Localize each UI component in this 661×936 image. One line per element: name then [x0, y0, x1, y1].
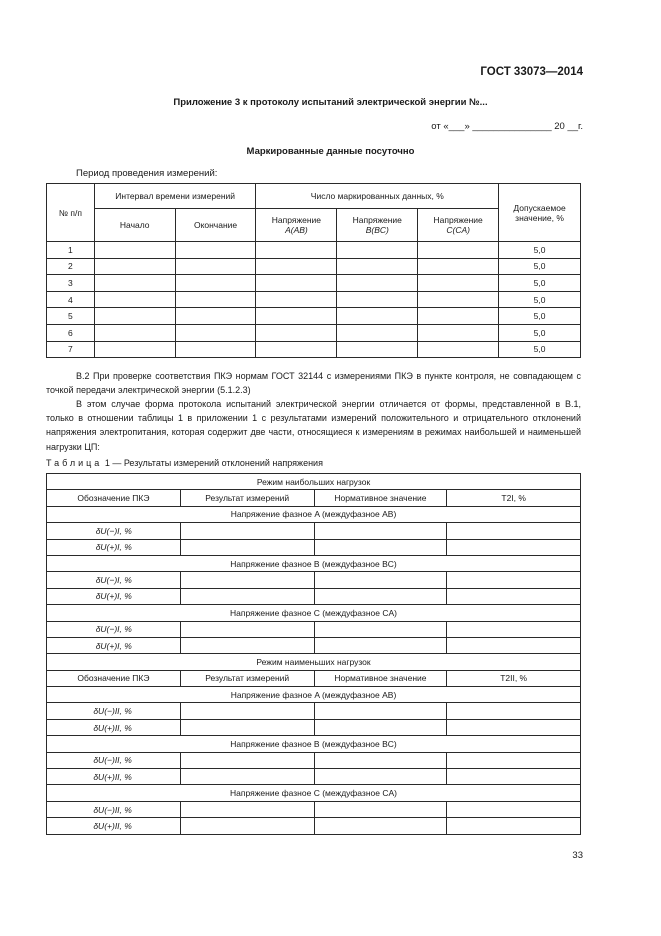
table-row: δU(−)I, % [47, 523, 581, 539]
table-row: δU(+)I, % [47, 539, 581, 555]
col-allowed-header: Допускаемое значение, % [499, 184, 581, 242]
phase-b-header: Напряжение фазное B (междуфазное BC) [47, 736, 581, 752]
col-number-header: № п/п [47, 184, 95, 242]
table-row: 1 5,0 [47, 242, 581, 259]
col-pke-header: Обозначение ПКЭ [47, 670, 181, 686]
paragraph-form-description: В этом случае форма протокола испытаний электрической энергии отличается от формы, представленной в В.1, только в отношении таблицы 1 в приложении 1 с результатами измерений положительного и отрицательного отклонений напряжения электропитания, которая содержит две части, относящиеся к измерениям в режимах наибольшей и наименьшей нагрузки ЦП: [46, 399, 581, 452]
marked-data-title: Маркированные данные посуточно [246, 146, 415, 157]
table-row: 7 5,0 [47, 341, 581, 358]
mode-min-load: Режим наименьших нагрузок [47, 654, 581, 670]
col-start-header: Начало [94, 209, 175, 242]
table-row: δU(+)II, % [47, 818, 581, 834]
phase-a-header: Напряжение фазное A (междуфазное AB) [47, 506, 581, 522]
table-row: δU(−)II, % [47, 752, 581, 768]
table-row: 6 5,0 [47, 324, 581, 341]
appendix-title: Приложение 3 к протоколу испытаний электрической энергии №... [173, 97, 488, 108]
table-row: δU(−)I, % [47, 621, 581, 637]
table-row: δU(−)I, % [47, 572, 581, 588]
mode-max-load: Режим наибольших нагрузок [47, 474, 581, 490]
date-line: от «___» _______________ 20 __г. [431, 121, 583, 132]
voltage-deviation-table [46, 473, 581, 835]
table-row: δU(+)I, % [47, 588, 581, 604]
table-row: 4 5,0 [47, 291, 581, 308]
paragraph-b2: В.2 При проверке соответствия ПКЭ нормам ГОСТ 32144 с измерениями ПКЭ в пункте контроля, не совпадающем с точкой передачи электрической энергии (5.1.2.3) [46, 371, 581, 396]
page-number: 33 [572, 850, 583, 861]
phase-c-header: Напряжение фазное C (междуфазное CA) [47, 785, 581, 801]
table-row: δU(−)II, % [47, 703, 581, 719]
col-t2-max-header: T2I, % [447, 490, 581, 506]
table-row: 2 5,0 [47, 258, 581, 275]
phase-b-header: Напряжение фазное B (междуфазное BC) [47, 555, 581, 571]
marked-data-table [46, 183, 581, 358]
standard-number: ГОСТ 33073—2014 [480, 66, 583, 78]
col-phase-c-header: Напряжение C(CA) [418, 209, 499, 242]
table-row: δU(−)II, % [47, 801, 581, 817]
col-norm-header: Нормативное значение [314, 490, 447, 506]
col-result-header: Результат измерений [180, 670, 314, 686]
col-result-header: Результат измерений [180, 490, 314, 506]
col-end-header: Окончание [175, 209, 256, 242]
col-t2-min-header: T2II, % [447, 670, 581, 686]
phase-a-header: Напряжение фазное A (междуфазное AB) [47, 687, 581, 703]
table-row: 3 5,0 [47, 275, 581, 292]
table-row: 5 5,0 [47, 308, 581, 325]
col-phase-a-header: Напряжение A(AB) [256, 209, 337, 242]
col-marked-header: Число маркированных данных, % [256, 184, 499, 209]
col-pke-header: Обозначение ПКЭ [47, 490, 181, 506]
col-norm-header: Нормативное значение [314, 670, 447, 686]
col-interval-header: Интервал времени измерений [94, 184, 256, 209]
period-label: Период проведения измерений: [76, 168, 218, 179]
table-caption: Таблица 1 — Результаты измерений отклонений напряжения [46, 458, 323, 468]
phase-c-header: Напряжение фазное C (междуфазное CA) [47, 605, 581, 621]
table-row: δU(+)I, % [47, 637, 581, 653]
table-row: δU(+)II, % [47, 719, 581, 735]
table-row: δU(+)II, % [47, 769, 581, 785]
col-phase-b-header: Напряжение B(BC) [337, 209, 418, 242]
